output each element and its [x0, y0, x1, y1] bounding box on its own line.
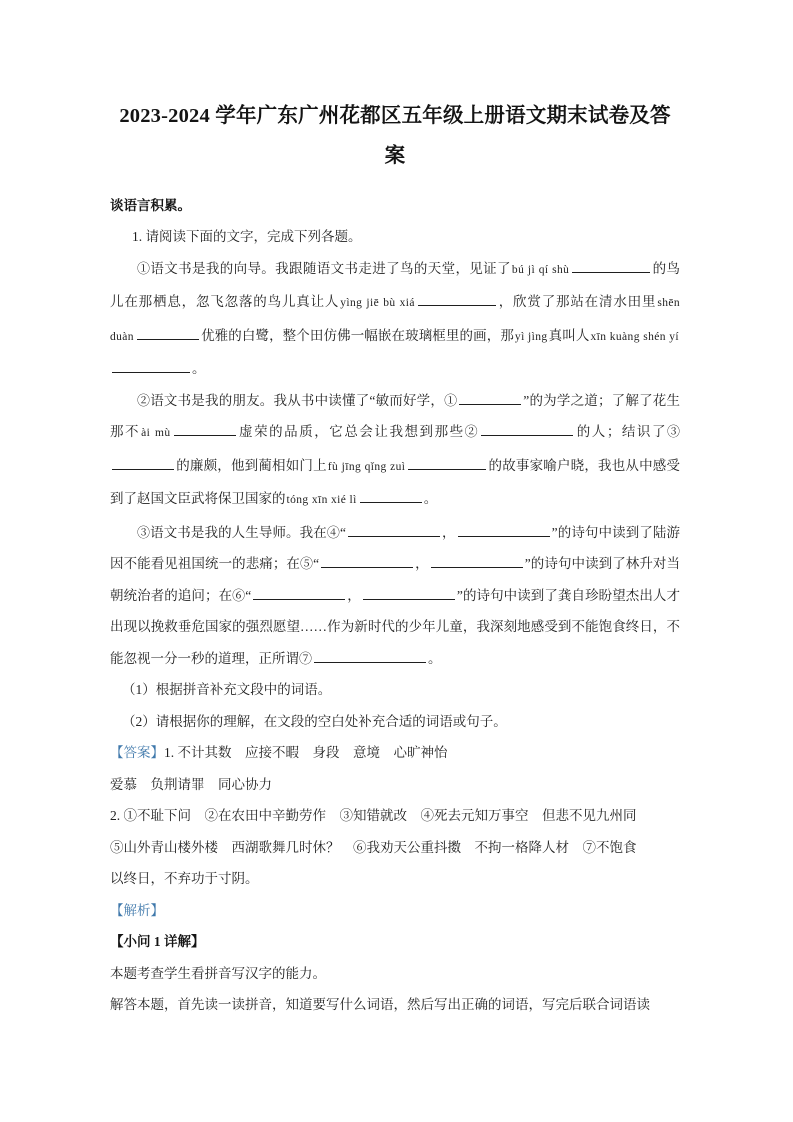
answer-blank[interactable] — [360, 489, 422, 503]
blank-number-1: ① — [444, 392, 458, 408]
sub-question-1: （1）根据拼音补充文段中的词语。 — [122, 682, 332, 697]
answer-blank[interactable] — [253, 586, 345, 600]
answer-blank[interactable] — [408, 456, 486, 470]
explanation-tag: 【解析】 — [110, 902, 164, 918]
blank-number-7: ⑦ — [299, 650, 313, 666]
answer-blank[interactable] — [112, 359, 190, 373]
pinyin-bu-ji-qi-shu: bú jì qí shù — [511, 263, 570, 276]
passage-text: 语文书是我的人生导师。我在 — [150, 524, 327, 540]
passage-text: ，欣赏了那站在清水田里 — [497, 294, 657, 309]
passage-text: 。 — [192, 361, 206, 376]
answer-blank[interactable] — [459, 391, 521, 405]
pinyin-ying-jie-bu-xia: yìng jiē bù xiá — [340, 297, 415, 309]
passage-text: 的鸟儿在那栖息，忽飞忽落的鸟儿真让人 — [110, 260, 680, 309]
answer-blank[interactable] — [363, 586, 455, 600]
explanation-line-1: 本题考查学生看拼音写汉字的能力。 — [110, 965, 326, 981]
pinyin-tong-xin-xie-li: tóng xīn xié lì — [286, 494, 357, 506]
answer-blank[interactable] — [137, 326, 199, 340]
answer-line-3: 2. ①不耻下问 ②在农田中辛勤劳作 ③知错就改 ④死去元知万事空 但悲不见九州同 — [110, 808, 637, 823]
page-title: 2023-2024 学年广东广州花都区五年级上册语文期末试卷及答案 — [119, 105, 671, 167]
answer-line-1 — [110, 737, 680, 769]
paragraph-marker-1: ① — [137, 260, 151, 276]
answer-blank[interactable] — [458, 523, 550, 537]
passage-text: 语文书是我的向导。我跟随语文书走进了鸟的天堂，见证了 — [150, 260, 511, 276]
passage-text: ”的诗句中读到了龚自珍盼望杰出人才出现以挽救垂危国家的强烈愿望……作为新时代的少年儿童，我深刻地感受到不能饱食终日，不能忽视一分一秒的道理，正所谓 — [110, 587, 681, 666]
answer-blank[interactable] — [321, 554, 413, 568]
passage-paragraph-3 — [110, 517, 680, 675]
passage-text: ”的诗句中读到了陆游因不能看见祖国统一的悲痛；在 — [110, 524, 681, 571]
pinyin-shen-duan: shēn duàn — [110, 297, 681, 343]
answer-line-5: 以终日，不弃功于寸阴。 — [110, 871, 259, 886]
passage-paragraph-2 — [110, 385, 680, 517]
answer-blank[interactable] — [431, 554, 523, 568]
pinyin-ai-mu: ài mù — [141, 427, 171, 439]
pinyin-yi-jing: yì jìng — [514, 330, 548, 343]
passage-paragraph-1 — [110, 253, 680, 385]
section-heading: 谈语言积累。 — [110, 198, 191, 213]
passage-text: 。 — [423, 491, 438, 506]
passage-text: 的人；结识了 — [575, 424, 668, 439]
question-1-stem: 1. 请阅读下面的文字，完成下列各题。 — [132, 229, 362, 244]
blank-number-2: ② — [464, 424, 480, 439]
paragraph-marker-2: ② — [137, 392, 151, 408]
answer-blank[interactable] — [174, 422, 236, 436]
sub-question-2: （2）请根据你的理解，在文段的空白处补充合适的词语或句子。 — [122, 713, 507, 729]
answer-blank[interactable] — [481, 422, 573, 436]
passage-text: 优雅的白鹭，整个田仿佛一幅嵌在玻璃框里的画，那 — [200, 327, 514, 343]
answer-blank[interactable] — [418, 292, 496, 306]
quote-open: “ — [339, 524, 346, 540]
passage-text: ”的为学之道；了解了花生那不 — [110, 392, 680, 439]
answer-tag: 【答案】 — [110, 745, 164, 760]
answer-blank[interactable] — [314, 649, 426, 663]
answer-text: 1. 不计其数 应接不暇 身段 意境 心旷神怡 — [164, 745, 448, 760]
passage-text: ， — [347, 587, 361, 603]
blank-number-4: ④ — [326, 524, 340, 540]
passage-text: 真叫人 — [548, 327, 590, 343]
blank-number-3: ③ — [667, 424, 681, 439]
explanation-line-2: 解答本题，首先读一读拼音，知道要写什么词语，然后写出正确的词语，写完后联合词语读 — [110, 997, 650, 1012]
answer-blank[interactable] — [572, 259, 650, 273]
quote-open: “ — [313, 556, 320, 571]
passage-text: 的故事家喻户晓，我也从中感受到了赵国文臣武将保卫国家的 — [110, 457, 680, 506]
passage-text: ， — [441, 524, 456, 540]
blank-number-5: ⑤ — [300, 556, 314, 571]
quote-open: “ — [245, 587, 252, 603]
answer-line-2: 爱慕 负荆请罪 同心协力 — [110, 776, 272, 792]
passage-text: 的廉颇，他到蔺相如门上 — [176, 457, 327, 473]
pinyin-fu-jing-qing-zui: fù jīng qǐng zuì — [327, 460, 406, 473]
answer-blank[interactable] — [348, 523, 440, 537]
passage-text: ”的诗句中读到了林升对当朝统治者的追问；在 — [110, 556, 681, 603]
explanation-subtag-line — [110, 926, 680, 958]
pinyin-xin-kuang-shen-yi: xīn kuàng shén yí — [590, 330, 680, 343]
explanation-sub-tag: 【小问 1 详解】 — [110, 934, 205, 949]
passage-text: 虚荣的品质，它总会让我想到那些 — [237, 424, 465, 439]
blank-number-6: ⑥ — [232, 587, 246, 603]
paragraph-marker-3: ③ — [137, 524, 151, 540]
explanation-tag-line — [110, 895, 680, 927]
passage-text: 。 — [428, 650, 442, 666]
answer-blank[interactable] — [112, 456, 174, 470]
answer-line-4: ⑤山外青山楼外楼 西湖歌舞几时休？ ⑥我劝天公重抖擞 不拘一格降人材 ⑦不饱食 — [110, 839, 637, 855]
passage-text: 语文书是我的朋友。我从书中读懂了“敏而好学， — [150, 392, 445, 408]
passage-text: ， — [415, 556, 429, 571]
